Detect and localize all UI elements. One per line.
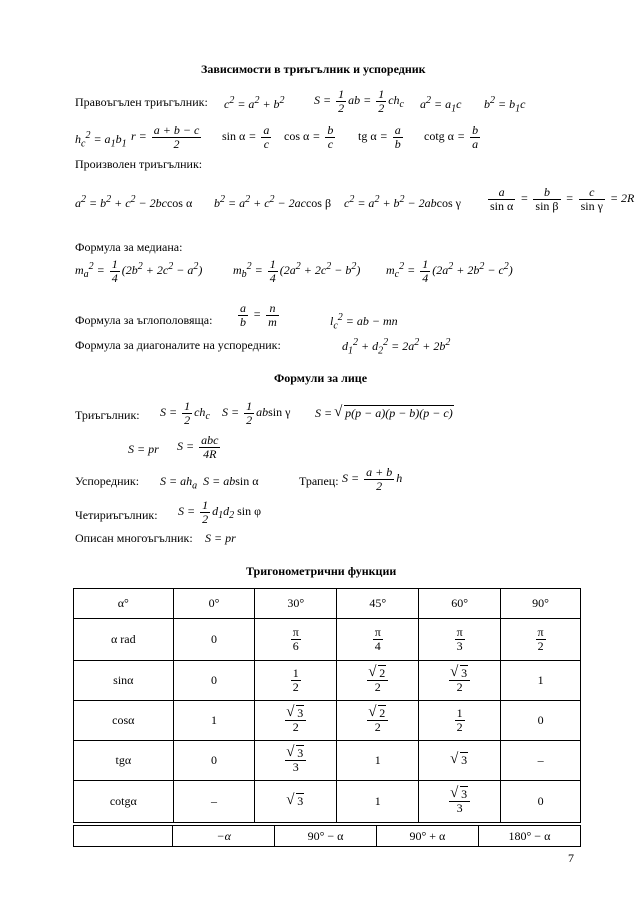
formula-pythagoras: $c^2 = a^2 + b^2$ bbox=[224, 95, 285, 111]
table-row bbox=[74, 619, 581, 661]
formula-area-circumradius: S = $\frac{\text{abc}}{4R}$ bbox=[177, 433, 219, 461]
formula-inradius: r = $\frac{a + b - c}{2}$ bbox=[131, 123, 200, 151]
formula-bisector-length: $l_c^2$ = ab − mn bbox=[330, 312, 398, 332]
table-cell: 1 bbox=[501, 661, 581, 701]
formula-tg: tg α = $\frac{a}{b}$ bbox=[358, 123, 401, 151]
formula-cotg: cotg α = $\frac{b}{a}$ bbox=[424, 123, 479, 151]
diagonals-label: Формула за диагоналите на успоредник: bbox=[75, 338, 281, 352]
quadrilateral-label: Четириъгълник: bbox=[75, 508, 158, 522]
arbitrary-triangle-label: Произволен триъгълник: bbox=[75, 157, 203, 171]
header-alpha-deg: α° bbox=[74, 589, 174, 619]
table-cell: $\frac{1}{2}$ bbox=[255, 661, 337, 701]
formula-diagonals: $d_1^2 + d_2^2 = 2a^2 + 2b^2$ bbox=[342, 337, 451, 357]
right-triangle-label: Правоъгълен триъгълник: bbox=[75, 95, 208, 109]
median-label: Формула за медиана: bbox=[75, 240, 183, 254]
formula-area-triangle-1: S = $\frac{1}{2}$ $ch_c$ bbox=[160, 399, 210, 427]
formula-a-squared: $a^2 = a_1c$ bbox=[420, 95, 462, 115]
formula-sin: sin α = $\frac{a}{c}$ bbox=[222, 123, 270, 151]
formula-median-b: $m_b^2$ = $\frac{1}{4}$ $(2a^2 + 2c^2 - b^2)$ bbox=[233, 257, 361, 285]
table-row bbox=[74, 589, 581, 619]
reduction-table bbox=[73, 825, 581, 847]
formula-area-circumscribed: S = pr bbox=[205, 531, 236, 545]
table-cell: $\frac{1}{2}$ bbox=[419, 701, 501, 741]
reduction-180-minus: 180° − α bbox=[478, 826, 580, 847]
header-30: 30° bbox=[255, 589, 337, 619]
table-cell: √ 3 bbox=[419, 741, 501, 781]
formula-area-quadrilateral: S = $\frac{1}{2}$ $d_1d_2$ sin φ bbox=[178, 498, 262, 526]
table-cell: 0 bbox=[173, 741, 255, 781]
circumscribed-label: Описан многоъгълник: bbox=[75, 531, 193, 545]
table-cell: √ $\frac{2}{2}$ bbox=[337, 661, 419, 701]
trig-title: Тригонометрични функции bbox=[246, 564, 397, 578]
table-cell: 0 bbox=[173, 619, 255, 661]
formula-median-c: $m_c^2$ = $\frac{1}{4}$ $(2a^2 + 2b^2 - c^2)$ bbox=[386, 257, 513, 285]
formula-area-parallelogram: $S = ah_a$ S = absin α bbox=[160, 474, 259, 492]
row-label-cotg: cotgα bbox=[74, 781, 174, 823]
formula-cosine-b: $b^2 = a^2 + c^2 - 2accos$ β bbox=[214, 194, 332, 210]
page-title: Зависимости в триъгълник и успоредник bbox=[201, 62, 426, 76]
table-row bbox=[74, 701, 581, 741]
reduction-90-minus: 90° − α bbox=[275, 826, 377, 847]
table-cell: 1 bbox=[337, 741, 419, 781]
formula-area-triangle-2: S = $\frac{1}{2}$ absin γ bbox=[222, 399, 291, 427]
table-cell: $\frac{\pi}{6}$ bbox=[255, 619, 337, 661]
table-cell: 0 bbox=[173, 661, 255, 701]
table-cell: 0 bbox=[501, 781, 581, 823]
table-cell: √ $\frac{3}{3}$ bbox=[419, 781, 501, 823]
formula-area-right: S = $\frac{1}{2}$ ab = $\frac{1}{2}$ $ch_c$ bbox=[314, 87, 404, 115]
formula-area-inradius: S = pr bbox=[128, 442, 159, 456]
header-60: 60° bbox=[419, 589, 501, 619]
bisector-label: Формула за ъглополовяща: bbox=[75, 313, 213, 327]
formula-sine-law: $\frac{a}{\text{sin α}}$ = $\frac{b}{\text{sin β}}$ = $\frac{c}{\text{sin γ}}$ = 2R bbox=[490, 185, 635, 213]
parallelogram-label: Успоредник: bbox=[75, 474, 140, 488]
triangle-label: Триъгълник: bbox=[75, 408, 140, 422]
table-cell: $\frac{\pi}{4}$ bbox=[337, 619, 419, 661]
table-row bbox=[74, 661, 581, 701]
reduction-neg-alpha: −α bbox=[173, 826, 275, 847]
table-cell: $\frac{\pi}{2}$ bbox=[501, 619, 581, 661]
table-row bbox=[74, 741, 581, 781]
table-cell: 1 bbox=[337, 781, 419, 823]
table-cell: – bbox=[173, 781, 255, 823]
page-number: 7 bbox=[568, 851, 574, 865]
reduction-90-plus: 90° + α bbox=[376, 826, 478, 847]
table-cell: √ 3 bbox=[255, 781, 337, 823]
header-45: 45° bbox=[337, 589, 419, 619]
row-label-tg: tgα bbox=[74, 741, 174, 781]
area-title: Формули за лице bbox=[274, 371, 368, 385]
formula-bisector-ratio: $\frac{a}{b}$ = $\frac{n}{m}$ bbox=[240, 301, 277, 329]
trapezoid-label: Трапец: bbox=[299, 474, 339, 488]
row-label-rad: α rad bbox=[74, 619, 174, 661]
formula-cos: cos α = $\frac{b}{c}$ bbox=[284, 123, 334, 151]
formula-cosine-a: $a^2 = b^2 + c^2 - 2bccos$ α bbox=[75, 194, 193, 210]
table-cell: 1 bbox=[173, 701, 255, 741]
table-cell: √ $\frac{2}{2}$ bbox=[337, 701, 419, 741]
table-cell: 0 bbox=[501, 701, 581, 741]
table-cell: $\frac{\pi}{3}$ bbox=[419, 619, 501, 661]
table-cell: – bbox=[501, 741, 581, 781]
formula-area-trapezoid: S = $\frac{a + b}{2}$ h bbox=[342, 465, 403, 493]
formula-heron: S = √ p(p − a)(p − b)(p − c) bbox=[315, 406, 454, 421]
table-cell bbox=[74, 826, 173, 847]
row-label-cos: cosα bbox=[74, 701, 174, 741]
header-90: 90° bbox=[501, 589, 581, 619]
trig-table bbox=[73, 588, 581, 823]
formula-height: $h_c^2 = a_1b_1$ bbox=[75, 130, 127, 150]
row-label-sin: sinα bbox=[74, 661, 174, 701]
header-0: 0° bbox=[173, 589, 255, 619]
formula-median-a: $m_a^2$ = $\frac{1}{4}$ $(2b^2 + 2c^2 - a^2)$ bbox=[75, 257, 203, 285]
formula-b-squared: $b^2 = b_1c$ bbox=[484, 95, 526, 115]
table-cell: √ $\frac{3}{3}$ bbox=[255, 741, 337, 781]
table-row bbox=[74, 826, 581, 847]
table-cell: √ $\frac{3}{2}$ bbox=[419, 661, 501, 701]
table-cell: √ $\frac{3}{2}$ bbox=[255, 701, 337, 741]
formula-cosine-c: $c^2 = a^2 + b^2 - 2abcos$ γ bbox=[344, 194, 461, 210]
table-row bbox=[74, 781, 581, 823]
